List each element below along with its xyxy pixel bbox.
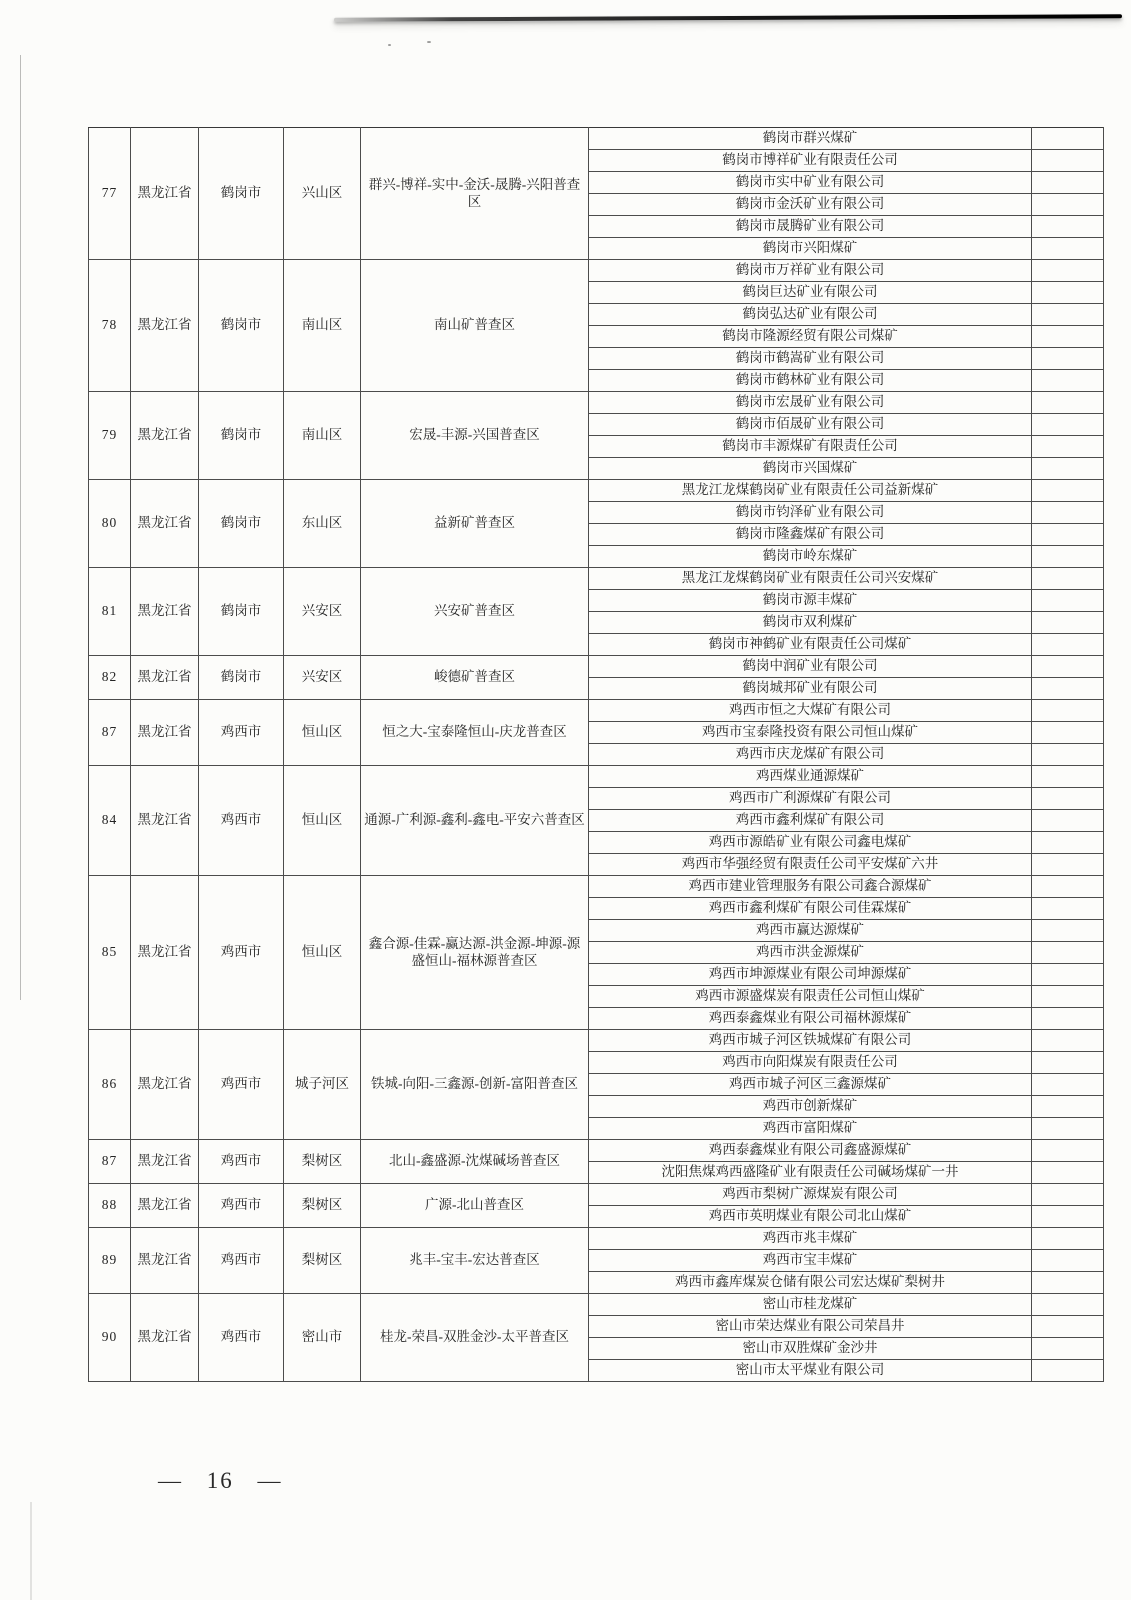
survey-area-cell: 广源-北山普查区: [361, 1184, 589, 1228]
table-row: [89, 392, 1104, 414]
province-cell: 黑龙江省: [131, 1294, 199, 1382]
row-number-cell: 79: [89, 392, 131, 480]
mine-name-cell: 鸡西市兆丰煤矿: [589, 1228, 1032, 1250]
mine-name-cell: 鹤岗中润矿业有限公司: [589, 656, 1032, 678]
mine-name-cell: 鹤岗市隆源经贸有限公司煤矿: [589, 326, 1032, 348]
survey-area-cell: 兆丰-宝丰-宏达普查区: [361, 1228, 589, 1294]
mine-name-cell: 鹤岗市晟腾矿业有限公司: [589, 216, 1032, 238]
mine-name-cell: 鸡西市富阳煤矿: [589, 1118, 1032, 1140]
province-cell: 黑龙江省: [131, 1184, 199, 1228]
province-cell: 黑龙江省: [131, 656, 199, 700]
survey-area-cell: 宏晟-丰源-兴国普查区: [361, 392, 589, 480]
mine-name-cell: 鸡西市宝丰煤矿: [589, 1250, 1032, 1272]
survey-area-cell: 群兴-博祥-实中-金沃-晟腾-兴阳普查区: [361, 128, 589, 260]
table-row: [89, 1140, 1104, 1162]
survey-area-cell: 铁城-向阳-三鑫源-创新-富阳普查区: [361, 1030, 589, 1140]
scan-artifact-left-edge-line: [20, 55, 21, 1000]
table-row: [89, 656, 1104, 678]
scan-bleed-line: [1032, 194, 1104, 216]
mine-name-cell: 沈阳焦煤鸡西盛隆矿业有限责任公司碱场煤矿一井: [589, 1162, 1032, 1184]
mine-name-cell: 鹤岗市源丰煤矿: [589, 590, 1032, 612]
district-cell: 东山区: [284, 480, 361, 568]
province-cell: 黑龙江省: [131, 1140, 199, 1184]
survey-area-cell: 峻德矿普查区: [361, 656, 589, 700]
province-cell: 黑龙江省: [131, 766, 199, 876]
row-number-cell: 81: [89, 568, 131, 656]
scan-bleed-line: [1032, 854, 1104, 876]
scan-bleed-line: [1032, 150, 1104, 172]
mine-name-cell: 鸡西煤业通源煤矿: [589, 766, 1032, 788]
mine-name-cell: 鸡西市向阳煤炭有限责任公司: [589, 1052, 1032, 1074]
mine-name-cell: 鹤岗市隆鑫煤矿有限公司: [589, 524, 1032, 546]
city-cell: 鹤岗市: [199, 260, 284, 392]
scan-bleed-line: [1032, 1008, 1104, 1030]
district-cell: 恒山区: [284, 766, 361, 876]
scan-bleed-line: [1032, 524, 1104, 546]
scan-bleed-line: [1032, 348, 1104, 370]
page-number: — 16 —: [158, 1468, 283, 1493]
mine-name-cell: 鹤岗市佰晟矿业有限公司: [589, 414, 1032, 436]
scan-bleed-line: [1032, 1206, 1104, 1228]
table-row: [89, 1030, 1104, 1052]
mine-name-cell: 鸡西市鑫库煤炭仓储有限公司宏达煤矿梨树井: [589, 1272, 1032, 1294]
row-number-cell: 87: [89, 700, 131, 766]
survey-area-cell: 通源-广利源-鑫利-鑫电-平安六普查区: [361, 766, 589, 876]
row-number-cell: 87: [89, 1140, 131, 1184]
table-row: [89, 876, 1104, 898]
table-row: [89, 128, 1104, 150]
table-row: [89, 260, 1104, 282]
row-number-cell: 89: [89, 1228, 131, 1294]
province-cell: 黑龙江省: [131, 568, 199, 656]
scan-bleed-line: [1032, 810, 1104, 832]
mine-name-cell: 鹤岗市博祥矿业有限责任公司: [589, 150, 1032, 172]
survey-area-cell: 兴安矿普查区: [361, 568, 589, 656]
mine-name-cell: 鸡西市恒之大煤矿有限公司: [589, 700, 1032, 722]
district-cell: 密山市: [284, 1294, 361, 1382]
table-row: [89, 700, 1104, 722]
scan-bleed-line: [1032, 898, 1104, 920]
row-number-cell: 85: [89, 876, 131, 1030]
scan-bleed-line: [1032, 1250, 1104, 1272]
scan-bleed-line: [1032, 370, 1104, 392]
survey-table-body: [89, 128, 1104, 1382]
mine-name-cell: 鹤岗市鹤嵩矿业有限公司: [589, 348, 1032, 370]
city-cell: 鹤岗市: [199, 392, 284, 480]
province-cell: 黑龙江省: [131, 1228, 199, 1294]
district-cell: 兴安区: [284, 656, 361, 700]
scan-bleed-line: [1032, 1294, 1104, 1316]
table-row: [89, 568, 1104, 590]
district-cell: 梨树区: [284, 1184, 361, 1228]
district-cell: 城子河区: [284, 1030, 361, 1140]
scan-bleed-line: [1032, 1052, 1104, 1074]
city-cell: 鸡西市: [199, 1184, 284, 1228]
district-cell: 兴山区: [284, 128, 361, 260]
scan-bleed-line: [1032, 1118, 1104, 1140]
mine-name-cell: 鸡西市鑫利煤矿有限公司: [589, 810, 1032, 832]
scan-bleed-line: [1032, 678, 1104, 700]
mine-name-cell: 鸡西市城子河区铁城煤矿有限公司: [589, 1030, 1032, 1052]
scan-bleed-line: [1032, 260, 1104, 282]
mine-name-cell: 鹤岗巨达矿业有限公司: [589, 282, 1032, 304]
city-cell: 鸡西市: [199, 700, 284, 766]
province-cell: 黑龙江省: [131, 876, 199, 1030]
survey-area-cell: 南山矿普查区: [361, 260, 589, 392]
province-cell: 黑龙江省: [131, 260, 199, 392]
scan-bleed-line: [1032, 766, 1104, 788]
district-cell: 南山区: [284, 260, 361, 392]
city-cell: 鸡西市: [199, 1030, 284, 1140]
scan-bleed-line: [1032, 744, 1104, 766]
province-cell: 黑龙江省: [131, 700, 199, 766]
row-number-cell: 88: [89, 1184, 131, 1228]
survey-area-cell: 北山-鑫盛源-沈煤碱场普查区: [361, 1140, 589, 1184]
mine-name-cell: 鸡西市源盛煤炭有限责任公司恒山煤矿: [589, 986, 1032, 1008]
survey-area-cell: 恒之大-宝泰隆恒山-庆龙普查区: [361, 700, 589, 766]
scan-bleed-line: [1032, 546, 1104, 568]
scan-bleed-line: [1032, 1316, 1104, 1338]
city-cell: 鸡西市: [199, 1294, 284, 1382]
scan-bleed-line: [1032, 1096, 1104, 1118]
scan-bleed-line: [1032, 1272, 1104, 1294]
mine-name-cell: 鹤岗弘达矿业有限公司: [589, 304, 1032, 326]
mine-name-cell: 鹤岗城邦矿业有限公司: [589, 678, 1032, 700]
mine-name-cell: 鸡西市广利源煤矿有限公司: [589, 788, 1032, 810]
district-cell: 梨树区: [284, 1140, 361, 1184]
mine-name-cell: 鹤岗市群兴煤矿: [589, 128, 1032, 150]
mine-name-cell: 鹤岗市宏晟矿业有限公司: [589, 392, 1032, 414]
scan-bleed-line: [1032, 1338, 1104, 1360]
scan-bleed-line: [1032, 1162, 1104, 1184]
row-number-cell: 80: [89, 480, 131, 568]
mine-name-cell: 鸡西市梨树广源煤炭有限公司: [589, 1184, 1032, 1206]
scan-bleed-line: [1032, 392, 1104, 414]
mine-name-cell: 鸡西市英明煤业有限公司北山煤矿: [589, 1206, 1032, 1228]
mine-name-cell: 鸡西市源皓矿业有限公司鑫电煤矿: [589, 832, 1032, 854]
scan-bleed-line: [1032, 172, 1104, 194]
mine-name-cell: 鹤岗市钧泽矿业有限公司: [589, 502, 1032, 524]
table-row: [89, 1184, 1104, 1206]
scan-bleed-line: [1032, 326, 1104, 348]
mine-name-cell: 鹤岗市兴国煤矿: [589, 458, 1032, 480]
city-cell: 鸡西市: [199, 1140, 284, 1184]
city-cell: 鹤岗市: [199, 656, 284, 700]
scan-bleed-line: [1032, 436, 1104, 458]
mine-name-cell: 鸡西泰鑫煤业有限公司福林源煤矿: [589, 1008, 1032, 1030]
mine-name-cell: 鹤岗市神鹤矿业有限责任公司煤矿: [589, 634, 1032, 656]
mine-name-cell: 鸡西市建业管理服务有限公司鑫合源煤矿: [589, 876, 1032, 898]
scan-artifact-bottom-left-mark: [30, 1502, 32, 1600]
scan-bleed-line: [1032, 216, 1104, 238]
mine-name-cell: 密山市太平煤业有限公司: [589, 1360, 1032, 1382]
mine-name-cell: 密山市桂龙煤矿: [589, 1294, 1032, 1316]
row-number-cell: 84: [89, 766, 131, 876]
scan-bleed-line: [1032, 1140, 1104, 1162]
scan-bleed-line: [1032, 1030, 1104, 1052]
city-cell: 鸡西市: [199, 876, 284, 1030]
scan-bleed-line: [1032, 634, 1104, 656]
scan-bleed-line: [1032, 1074, 1104, 1096]
district-cell: 梨树区: [284, 1228, 361, 1294]
city-cell: 鹤岗市: [199, 128, 284, 260]
scan-bleed-line: [1032, 1228, 1104, 1250]
mine-name-cell: 鸡西市庆龙煤矿有限公司: [589, 744, 1032, 766]
city-cell: 鹤岗市: [199, 568, 284, 656]
mine-name-cell: 鹤岗市鹤林矿业有限公司: [589, 370, 1032, 392]
scan-bleed-line: [1032, 568, 1104, 590]
mine-name-cell: 鹤岗市双利煤矿: [589, 612, 1032, 634]
scan-bleed-line: [1032, 1360, 1104, 1382]
scan-bleed-line: [1032, 656, 1104, 678]
scan-speck: [427, 41, 431, 43]
mine-name-cell: 鹤岗市岭东煤矿: [589, 546, 1032, 568]
table-row: [89, 1294, 1104, 1316]
mine-name-cell: 黑龙江龙煤鹤岗矿业有限责任公司益新煤矿: [589, 480, 1032, 502]
survey-area-cell: 桂龙-荣昌-双胜金沙-太平普查区: [361, 1294, 589, 1382]
scan-artifact-top-streak: [334, 14, 1122, 21]
scan-bleed-line: [1032, 986, 1104, 1008]
scan-bleed-line: [1032, 282, 1104, 304]
scan-bleed-line: [1032, 1184, 1104, 1206]
row-number-cell: 86: [89, 1030, 131, 1140]
mine-name-cell: 鹤岗市万祥矿业有限公司: [589, 260, 1032, 282]
scan-bleed-line: [1032, 304, 1104, 326]
mine-name-cell: 鸡西市赢达源煤矿: [589, 920, 1032, 942]
city-cell: 鸡西市: [199, 766, 284, 876]
district-cell: 兴安区: [284, 568, 361, 656]
scan-bleed-line: [1032, 832, 1104, 854]
mine-name-cell: 鹤岗市金沃矿业有限公司: [589, 194, 1032, 216]
province-cell: 黑龙江省: [131, 480, 199, 568]
table-row: [89, 480, 1104, 502]
scan-bleed-line: [1032, 458, 1104, 480]
mine-name-cell: 密山市荣达煤业有限公司荣昌井: [589, 1316, 1032, 1338]
district-cell: 恒山区: [284, 876, 361, 1030]
province-cell: 黑龙江省: [131, 1030, 199, 1140]
province-cell: 黑龙江省: [131, 392, 199, 480]
row-number-cell: 78: [89, 260, 131, 392]
mine-name-cell: 鸡西市华强经贸有限责任公司平安煤矿六井: [589, 854, 1032, 876]
coal-mine-survey-table: [88, 127, 1104, 1382]
scan-bleed-line: [1032, 700, 1104, 722]
scan-bleed-line: [1032, 942, 1104, 964]
mine-name-cell: 鹤岗市丰源煤矿有限责任公司: [589, 436, 1032, 458]
table-row: [89, 766, 1104, 788]
scan-bleed-line: [1032, 722, 1104, 744]
mine-name-cell: 密山市双胜煤矿金沙井: [589, 1338, 1032, 1360]
province-cell: 黑龙江省: [131, 128, 199, 260]
mine-name-cell: 鸡西泰鑫煤业有限公司鑫盛源煤矿: [589, 1140, 1032, 1162]
mine-name-cell: 鸡西市鑫利煤矿有限公司佳霖煤矿: [589, 898, 1032, 920]
scan-bleed-line: [1032, 238, 1104, 260]
mine-name-cell: 黑龙江龙煤鹤岗矿业有限责任公司兴安煤矿: [589, 568, 1032, 590]
mine-name-cell: 鸡西市坤源煤业有限公司坤源煤矿: [589, 964, 1032, 986]
scan-bleed-line: [1032, 612, 1104, 634]
table-row: [89, 1228, 1104, 1250]
scan-bleed-line: [1032, 128, 1104, 150]
scan-bleed-line: [1032, 480, 1104, 502]
scan-speck: [388, 44, 391, 46]
mine-name-cell: 鸡西市创新煤矿: [589, 1096, 1032, 1118]
survey-area-cell: 鑫合源-佳霖-赢达源-洪金源-坤源-源盛恒山-福林源普查区: [361, 876, 589, 1030]
city-cell: 鹤岗市: [199, 480, 284, 568]
scan-bleed-line: [1032, 414, 1104, 436]
scan-bleed-line: [1032, 590, 1104, 612]
district-cell: 南山区: [284, 392, 361, 480]
city-cell: 鸡西市: [199, 1228, 284, 1294]
mine-name-cell: 鸡西市宝泰隆投资有限公司恒山煤矿: [589, 722, 1032, 744]
survey-area-cell: 益新矿普查区: [361, 480, 589, 568]
row-number-cell: 77: [89, 128, 131, 260]
mine-name-cell: 鸡西市城子河区三鑫源煤矿: [589, 1074, 1032, 1096]
mine-name-cell: 鹤岗市实中矿业有限公司: [589, 172, 1032, 194]
scan-bleed-line: [1032, 502, 1104, 524]
mine-name-cell: 鸡西市洪金源煤矿: [589, 942, 1032, 964]
scan-bleed-line: [1032, 964, 1104, 986]
scan-bleed-line: [1032, 876, 1104, 898]
scan-bleed-line: [1032, 920, 1104, 942]
scan-bleed-line: [1032, 788, 1104, 810]
row-number-cell: 90: [89, 1294, 131, 1382]
mine-name-cell: 鹤岗市兴阳煤矿: [589, 238, 1032, 260]
district-cell: 恒山区: [284, 700, 361, 766]
row-number-cell: 82: [89, 656, 131, 700]
